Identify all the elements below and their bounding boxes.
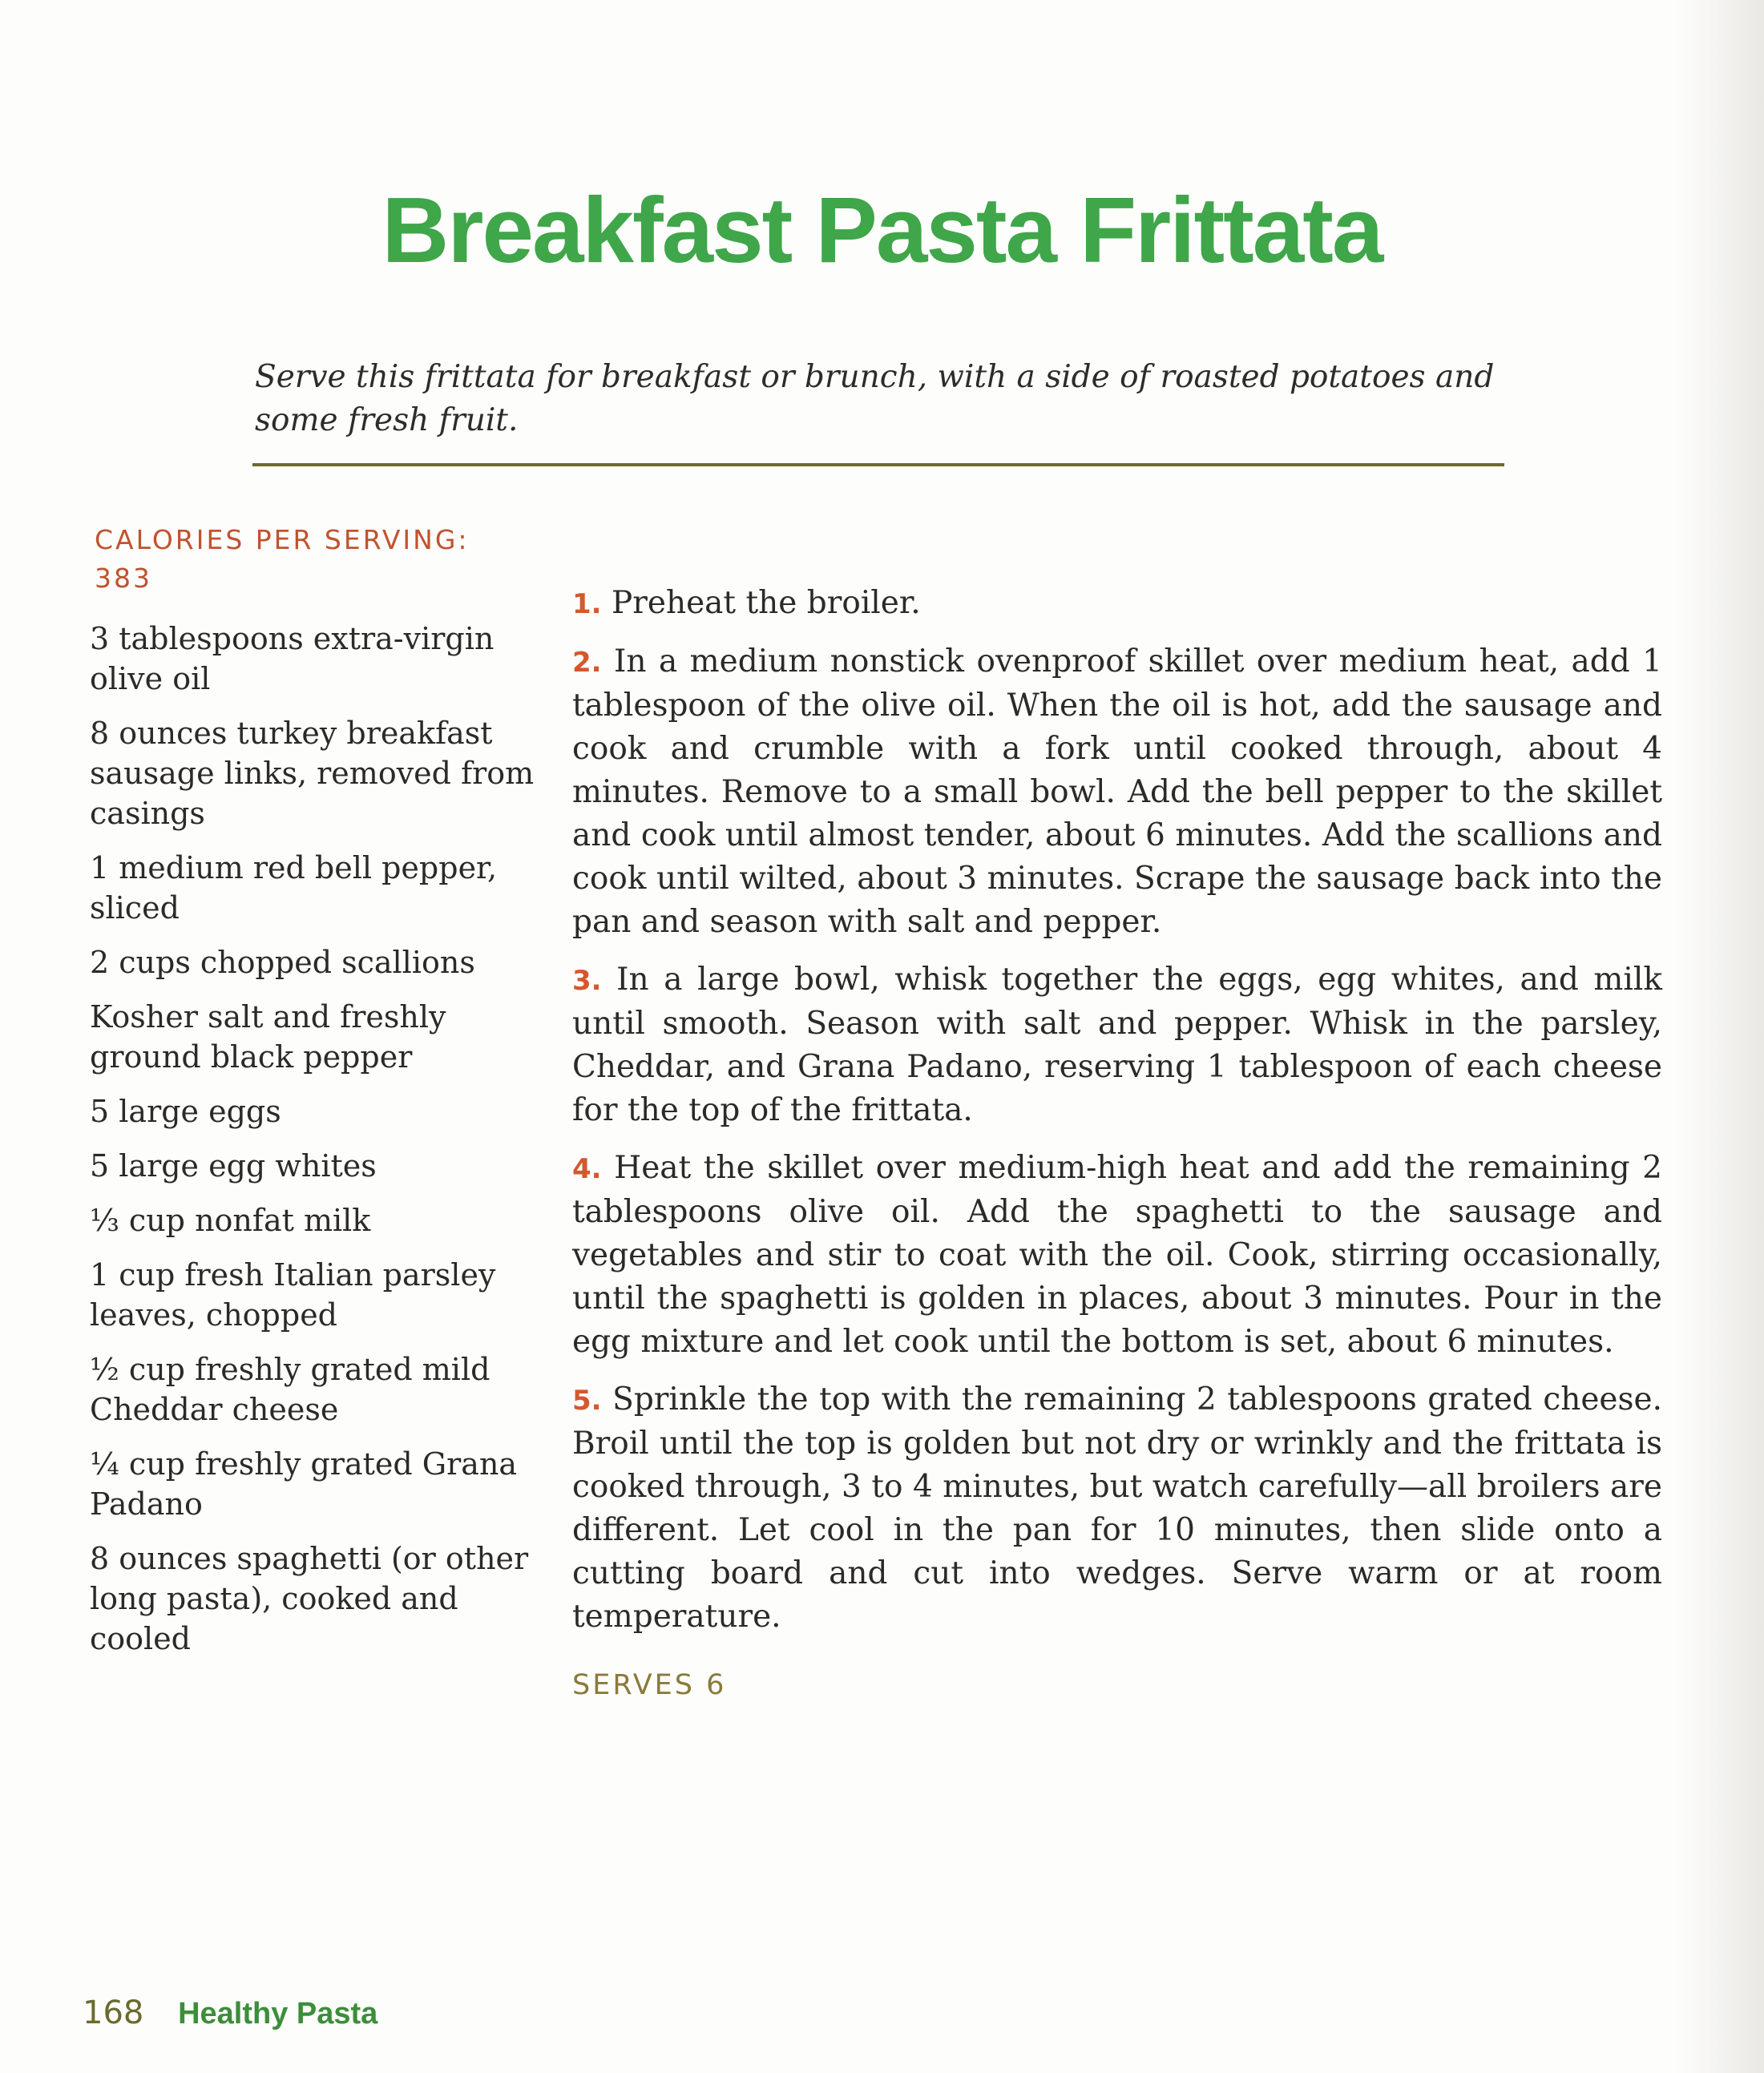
ingredient-item: 8 ounces turkey breakfast sausage links, removed from casings (90, 716, 535, 831)
recipe-title: Breakfast Pasta Frittata (381, 178, 1383, 282)
ingredient-item: Kosher salt and freshly ground black pepper (90, 999, 446, 1075)
calories-value: 383 (95, 563, 152, 594)
divider-rule (252, 463, 1504, 466)
ingredient-item: ¼ cup freshly grated Grana Padano (90, 1446, 518, 1522)
step-number: 4. (572, 1153, 602, 1185)
ingredient-item: 5 large eggs (90, 1094, 281, 1129)
step-number: 3. (572, 965, 602, 997)
ingredients-column (90, 521, 539, 1673)
ingredient-item: 8 ounces spaghetti (or other long pasta), cooked and cooled (90, 1541, 529, 1656)
book-title: Healthy Pasta (178, 1997, 378, 2031)
page-number: 168 (83, 1994, 144, 2031)
page-edge-shadow (1676, 0, 1764, 2073)
ingredient-item: 5 large egg whites (90, 1148, 377, 1184)
step-1 (572, 582, 1662, 626)
step-5 (572, 1378, 1662, 1639)
step-number: 1. (572, 588, 602, 620)
ingredient-item: ½ cup freshly grated mild Cheddar cheese (90, 1352, 490, 1427)
step-text: Sprinkle the top with the remaining 2 tablespoons grated cheese. Broil until the top is golden but not dry or wrinkly and the frittata is cooked through, 3 to 4 minutes, but watch carefully—all broilers are different. Let cool in the pan for 10 minutes, then slide onto a cutting board and cut into wedges. Serve warm or at room temperature. (572, 1381, 1663, 1635)
step-4 (572, 1147, 1662, 1364)
ingredient-item: ⅓ cup nonfat milk (90, 1203, 371, 1238)
step-2 (572, 640, 1662, 944)
step-text: Heat the skillet over medium-high heat and add the remaining 2 tablespoons olive oil. Add the spaghetti to the sausage and vegetables and stir to coat with the oil. Cook, stirring occasionally, until the spaghetti is golden in places, about 3 minutes. Pour in the egg mixture and let cook until the bottom is set, about 6 minutes. (572, 1150, 1662, 1360)
step-text: Preheat the broiler. (611, 585, 921, 621)
ingredient-item: 3 tablespoons extra-virgin olive oil (90, 621, 494, 696)
step-number: 5. (572, 1385, 602, 1417)
step-text: In a large bowl, whisk together the eggs, egg whites, and milk until smooth. Season with salt and pepper. Whisk in the parsley, Cheddar, and Grana Padano, reserving 1 tablespoon of each cheese for the top of the frittata. (572, 962, 1662, 1128)
page-footer (83, 1990, 377, 2036)
step-text: In a medium nonstick ovenproof skillet over medium heat, add 1 tablespoon of the olive oil. When the oil is hot, add the sausage and cook and crumble with a fork until cooked through, about 4 minutes. Remove to a small bowl. Add the bell pepper to the skillet and cook until almost tender, about 6 minutes. Add the scallions and cook until wilted, about 3 minutes. Scrape the sausage back into the pan and season with salt and pepper. (572, 643, 1662, 940)
calories-label: CALORIES PER SERVING: (95, 524, 470, 555)
step-number: 2. (572, 647, 602, 679)
serves-count: SERVES 6 (572, 1669, 727, 1701)
recipe-intro: Serve this frittata for breakfast or brunch, with a side of roasted potatoes and some fresh fruit. (255, 359, 1495, 438)
method-steps (572, 582, 1662, 1701)
ingredient-item: 2 cups chopped scallions (90, 945, 475, 980)
step-3 (572, 958, 1662, 1132)
ingredient-item: 1 medium red bell pepper, sliced (90, 850, 498, 926)
ingredient-item: 1 cup fresh Italian parsley leaves, chopped (90, 1257, 496, 1333)
calories-per-serving (95, 521, 539, 598)
